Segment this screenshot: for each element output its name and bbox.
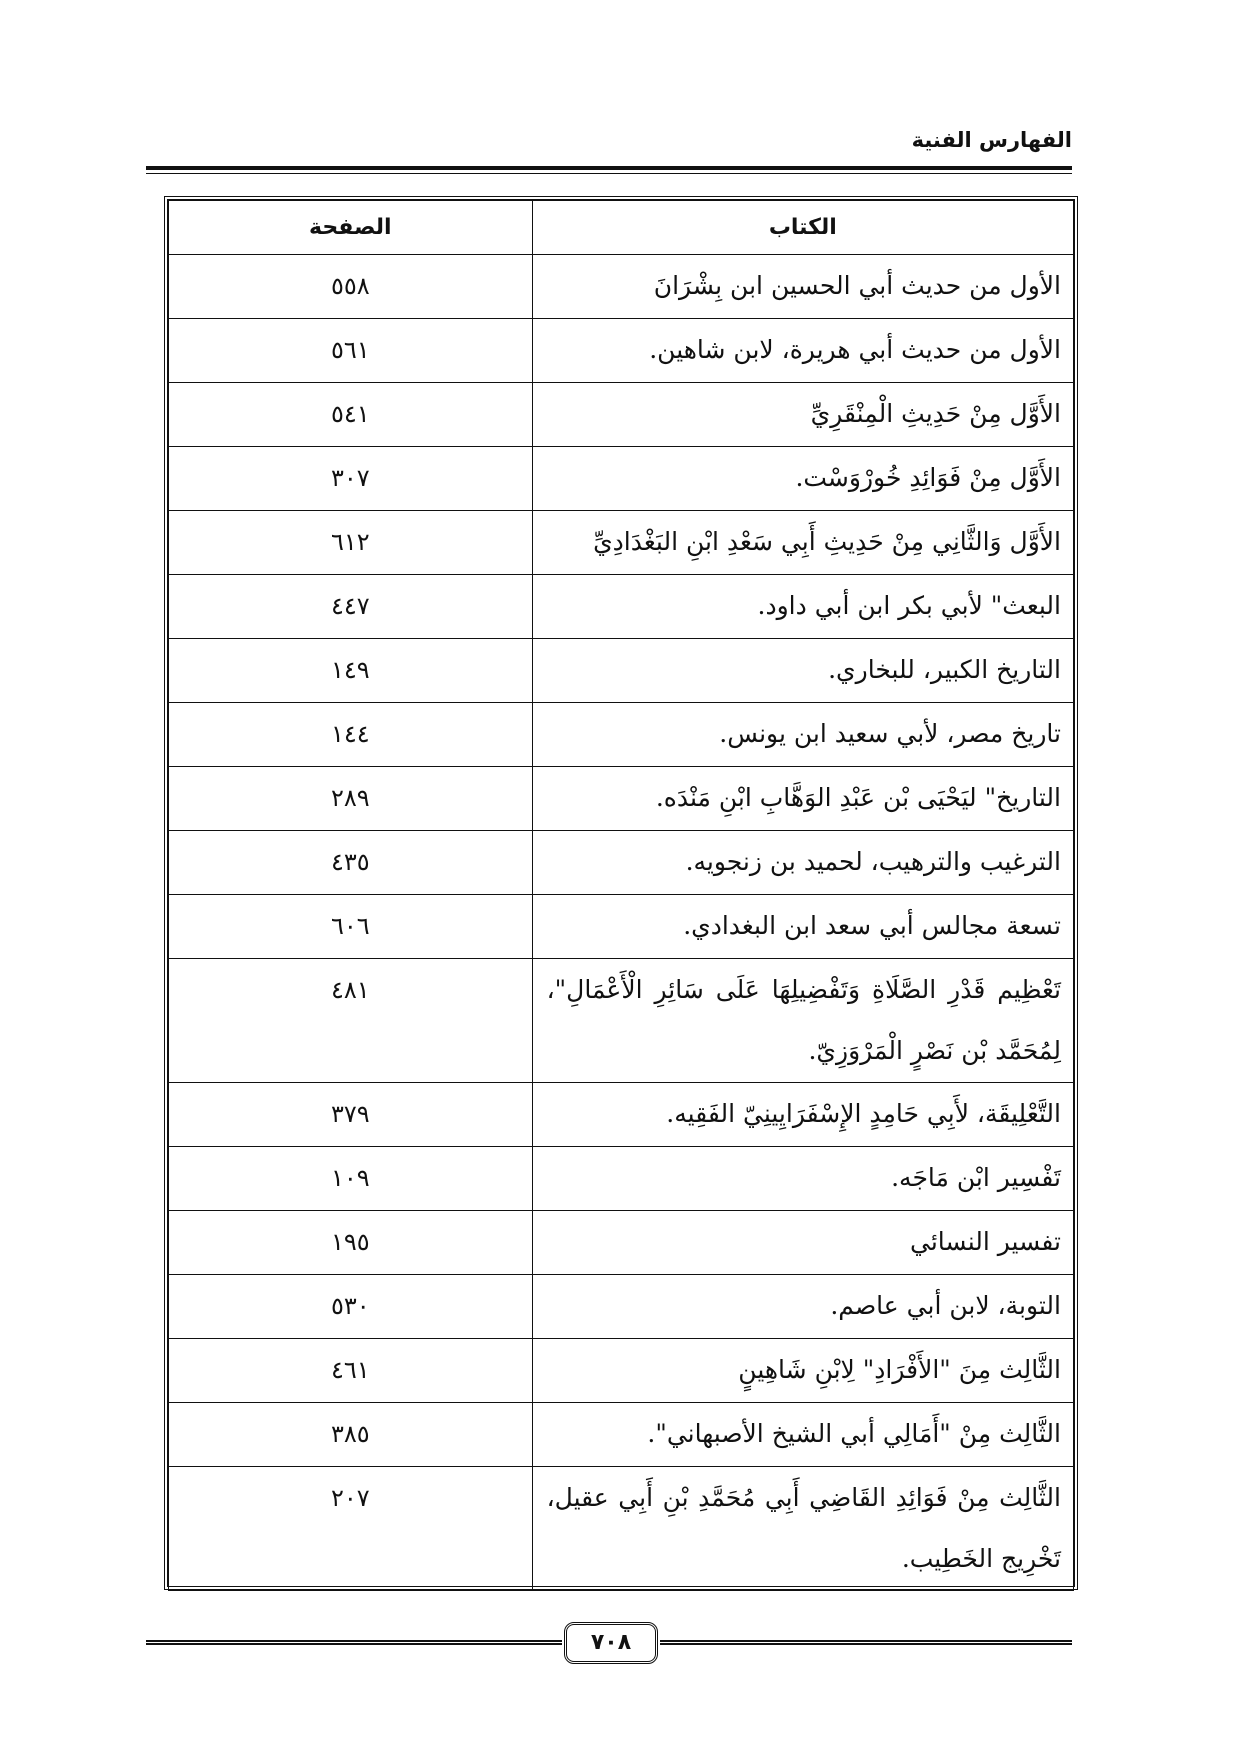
book-title: التوبة، لابن أبي عاصم.: [532, 1275, 1073, 1339]
book-title: الترغيب والترهيب، لحميد بن زنجويه.: [532, 831, 1073, 895]
header-rule-thick: [146, 166, 1072, 170]
running-header-title: الفهارس الفنية: [911, 128, 1072, 152]
book-title: التَّعْلِيقَة، لأَبِي حَامِدٍ الإِسْفَرَايِينِيّ الفَقِيه.: [532, 1083, 1073, 1147]
table-row: [169, 447, 1074, 511]
page-ref: ٥٥٨: [169, 255, 533, 319]
table-row: [169, 959, 1074, 1083]
book-title: التاريخ الكبير، للبخاري.: [532, 639, 1073, 703]
book-title: الأَوَّل مِنْ حَدِيثِ الْمِنْقَرِيِّ: [532, 383, 1073, 447]
book-title: تَفْسِير ابْن مَاجَه.: [532, 1147, 1073, 1211]
table-row: [169, 895, 1074, 959]
book-title: الأَوَّل مِنْ فَوَائِدِ خُورْوَسْت.: [532, 447, 1073, 511]
book-title: الأَوَّل وَالثَّانِي مِنْ حَدِيثِ أَبِي سَعْدِ ابْنِ البَغْدَادِيِّ: [532, 511, 1073, 575]
footer-rule-right: [660, 1640, 1072, 1645]
page-ref: ٥٦١: [169, 319, 533, 383]
book-title: تفسير النسائي: [532, 1211, 1073, 1275]
table-row: [169, 1467, 1074, 1591]
page-ref: ١٤٤: [169, 703, 533, 767]
table-row: [169, 383, 1074, 447]
book-title: تَعْظِيم قَدْرِ الصَّلَاةِ وَتَفْضِيلِهَا عَلَى سَائِرِ الْأَعْمَالِ"، لِمُحَمَّد بْن نَصْرٍ الْمَرْوَزِيّ.: [532, 959, 1073, 1083]
book-title: تسعة مجالس أبي سعد ابن البغدادي.: [532, 895, 1073, 959]
page-ref: ٦١٢: [169, 511, 533, 575]
page-ref: ٣٨٥: [169, 1403, 533, 1467]
book-title: التاريخ" ليَحْيَى بْن عَبْدِ الوَهَّابِ ابْنِ مَنْدَه.: [532, 767, 1073, 831]
book-title: الأول من حديث أبي الحسين ابن بِشْرَانَ: [532, 255, 1073, 319]
table-row: [169, 831, 1074, 895]
book-title: الثَّالِث مِنْ "أَمَالِي أبي الشيخ الأصبهاني".: [532, 1403, 1073, 1467]
page-ref: ٥٤١: [169, 383, 533, 447]
table-row: [169, 255, 1074, 319]
page-ref: ٦٠٦: [169, 895, 533, 959]
table-row: [169, 511, 1074, 575]
table-row: [169, 1403, 1074, 1467]
page-ref: ٣٠٧: [169, 447, 533, 511]
table-row: [169, 1275, 1074, 1339]
table-row: [169, 639, 1074, 703]
page-ref: ٥٣٠: [169, 1275, 533, 1339]
column-header-book: الكتاب: [532, 201, 1073, 255]
page-ref: ٤٨١: [169, 959, 533, 1083]
index-table: [168, 200, 1074, 1591]
table-row: [169, 1339, 1074, 1403]
book-title: تاريخ مصر، لأبي سعيد ابن يونس.: [532, 703, 1073, 767]
page-ref: ٣٧٩: [169, 1083, 533, 1147]
page-ref: ١٩٥: [169, 1211, 533, 1275]
page-ref: ٢٠٧: [169, 1467, 533, 1591]
book-title: البعث" لأبي بكر ابن أبي داود.: [532, 575, 1073, 639]
page-ref: ٢٨٩: [169, 767, 533, 831]
table-row: [169, 1083, 1074, 1147]
page-number: ٧٠٨: [564, 1622, 658, 1664]
table-row: [169, 319, 1074, 383]
page-ref: ٤٦١: [169, 1339, 533, 1403]
table-row: [169, 575, 1074, 639]
table-row: [169, 767, 1074, 831]
table-row: [169, 1147, 1074, 1211]
book-title: الثَّالِث مِنْ فَوَائِدِ القَاضِي أَبِي مُحَمَّدِ بْنِ أَبِي عقيل، تَخْرِيج الخَطِيب.: [532, 1467, 1073, 1591]
page-ref: ١٤٩: [169, 639, 533, 703]
book-title: الأول من حديث أبي هريرة، لابن شاهين.: [532, 319, 1073, 383]
page-ref: ٤٤٧: [169, 575, 533, 639]
table-header-row: [169, 201, 1074, 255]
page-ref: ١٠٩: [169, 1147, 533, 1211]
column-header-page: الصفحة: [169, 201, 533, 255]
header-rule-thin: [146, 173, 1072, 174]
table-row: [169, 703, 1074, 767]
footer-rule-left: [146, 1640, 562, 1645]
book-title: الثَّالِث مِنَ "الأَفْرَادِ" لِابْنِ شَاهِينٍ: [532, 1339, 1073, 1403]
table-row: [169, 1211, 1074, 1275]
page-ref: ٤٣٥: [169, 831, 533, 895]
